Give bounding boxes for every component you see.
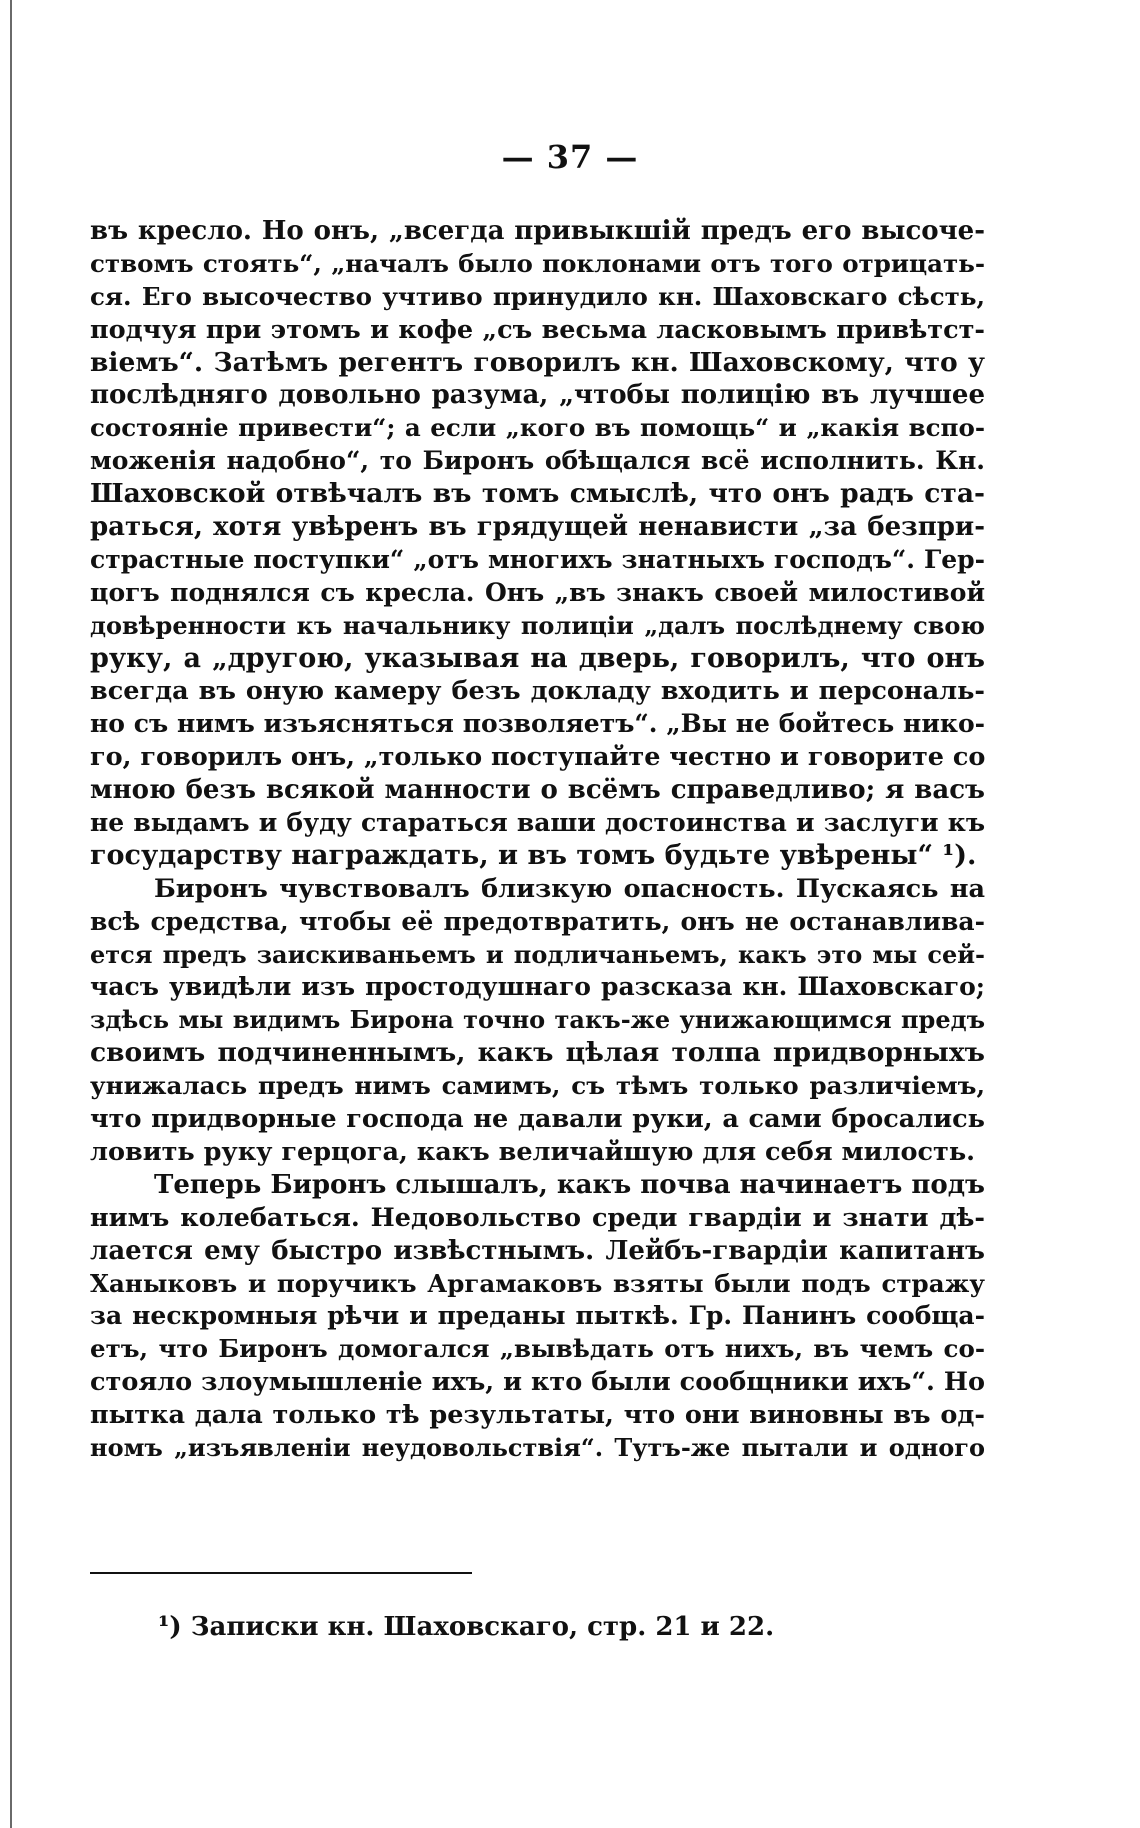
text-line: не выдамъ и буду стараться ваши достоинства и заслуги къ	[90, 808, 985, 838]
text-line: въ кресло. Но онъ, „всегда привыкшій предъ его высоче-	[90, 216, 985, 246]
footnote-text: Записки кн. Шаховскаго, стр. 21 и 22.	[190, 1612, 775, 1642]
text-line: здѣсь мы видимъ Бирона точно такъ-же унижающимся предъ	[90, 1005, 985, 1035]
text-line: раться, хотя увѣренъ въ грядущей ненависти „за безпри-	[90, 512, 985, 543]
paragraph-start-line: Биронъ чувствовалъ близкую опасность. Пускаясь на	[154, 873, 985, 904]
paragraph-start-line: Теперь Биронъ слышалъ, какъ почва начинаетъ подъ	[154, 1169, 985, 1200]
text-line: Шаховской отвѣчалъ въ томъ смыслѣ, что онъ радъ ста-	[90, 478, 985, 510]
text-line: послѣдняго довольно разума, „чтобы полицію въ лучшее	[90, 380, 985, 411]
text-line: своимъ подчиненнымъ, какъ цѣлая толпа придворныхъ	[90, 1037, 985, 1069]
text-line: мною безъ всякой манности о всёмъ справедливо; я васъ	[90, 775, 985, 806]
text-line: государству награждать, и въ томъ будьте увѣрены“ ¹).	[90, 839, 977, 871]
text-line: но съ нимъ изъясняться позволяетъ“. „Вы не бойтесь нико-	[90, 709, 985, 739]
text-line: состояніе привести“; а если „кого въ помощь“ и „какія вспо-	[90, 413, 985, 443]
text-line: ся. Его высочество учтиво принудило кн. Шаховскаго сѣсть,	[90, 281, 985, 311]
page-edge-line	[10, 0, 12, 1828]
text-line: руку, а „другою, указывая на дверь, говорилъ, что онъ	[90, 642, 985, 674]
text-line: подчуя при этомъ и кофе „съ весьма ласковымъ привѣтст-	[90, 314, 985, 345]
text-line: ется предъ заискиваньемъ и подличаньемъ, какъ это мы сей-	[90, 939, 985, 969]
text-line: за нескромныя рѣчи и преданы пыткѣ. Гр. Панинъ сообща-	[90, 1301, 985, 1331]
text-line: всѣ средства, чтобы её предотвратить, онъ не останавлива-	[90, 906, 985, 936]
footnote-separator	[90, 1572, 472, 1574]
text-line: часъ увидѣли изъ простодушнаго разсказа кн. Шаховскаго;	[90, 972, 985, 1002]
text-line: всегда въ оную камеру безъ докладу входить и персональ-	[90, 676, 985, 707]
text-line: лается ему быстро извѣстнымъ. Лейбъ-гвардіи капитанъ	[90, 1235, 985, 1266]
text-line: цогъ поднялся съ кресла. Онъ „въ знакъ своей милостивой	[90, 577, 985, 607]
footnote-marker: ¹)	[158, 1612, 182, 1642]
text-line: страстные поступки“ „отъ многихъ знатныхъ господъ“. Гер-	[90, 544, 985, 574]
text-line: моженія надобно“, то Биронъ обѣщался всё исполнить. Кн.	[90, 446, 985, 476]
text-line: номъ „изъявленіи неудовольствія“. Тутъ-же пытали и одного	[90, 1432, 985, 1462]
text-line: віемъ“. Затѣмъ регентъ говорилъ кн. Шаховскому, что у	[90, 346, 985, 378]
text-line: унижалась предъ нимъ самимъ, съ тѣмъ только различіемъ,	[90, 1071, 985, 1101]
page-number: — 37 —	[501, 138, 639, 176]
body-text	[90, 215, 985, 1465]
text-line: довѣренности къ начальнику полиціи „далъ послѣднему свою	[90, 610, 985, 640]
text-line: нимъ колебаться. Недовольство среди гвардіи и знати дѣ-	[90, 1202, 985, 1233]
text-line: пытка дала только тѣ результаты, что они виновны въ од-	[90, 1400, 985, 1431]
text-line: что придворные господа не давали руки, а сами бросались	[90, 1104, 985, 1135]
text-line: ловить руку герцога, какъ величайшую для себя милость.	[90, 1136, 976, 1167]
text-line: го, говорилъ онъ, „только поступайте честно и говорите со	[90, 742, 985, 773]
text-line: ствомъ стоять“, „началъ было поклонами отъ того отрицать-	[90, 248, 985, 278]
text-line: Ханыковъ и поручикъ Аргамаковъ взяты были подъ стражу	[90, 1268, 985, 1298]
text-line: стояло злоумышленіе ихъ, и кто были сообщники ихъ“. Но	[90, 1367, 985, 1398]
text-line: етъ, что Биронъ домогался „вывѣдать отъ нихъ, въ чемъ со-	[90, 1334, 985, 1364]
footnote	[158, 1612, 774, 1642]
